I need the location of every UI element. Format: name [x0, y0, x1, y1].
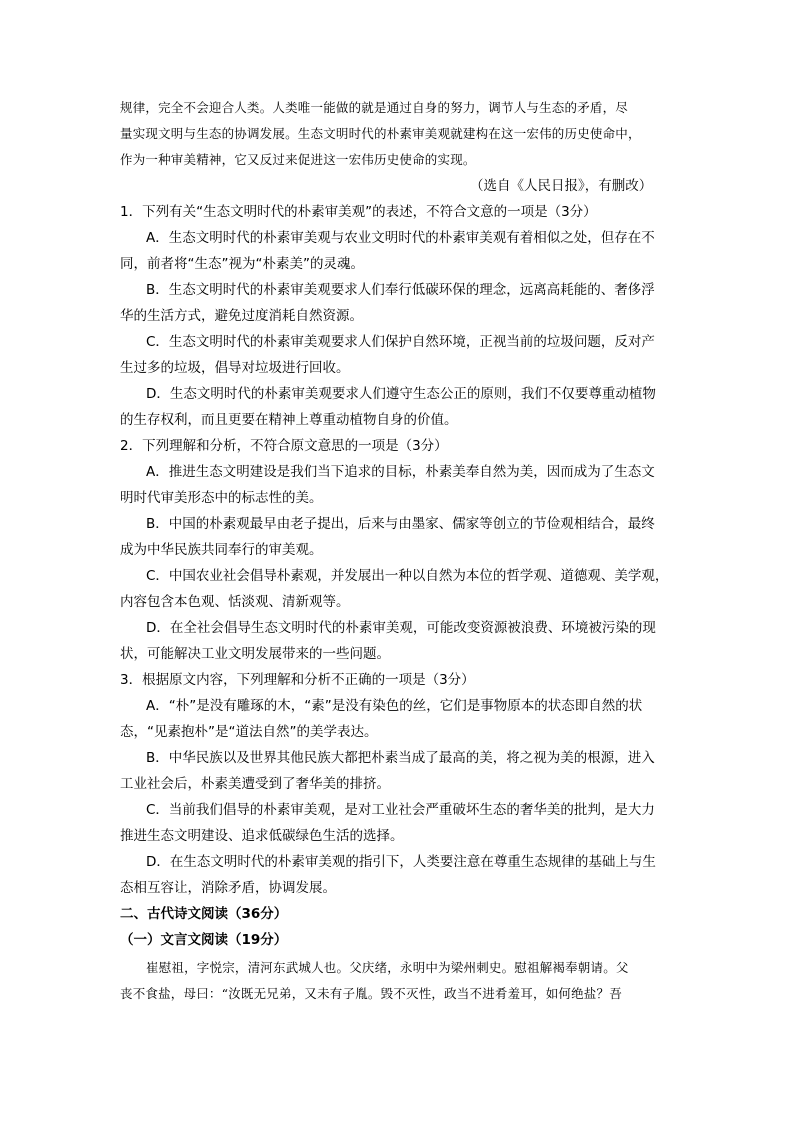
q1-option-c-line-1: C．生态文明时代的朴素审美观要求人们保护自然环境，正视当前的垃圾问题，反对产: [146, 334, 655, 350]
q3-option-a-line-2: 态，“见素抱朴”是“道法自然”的美学表达。: [120, 724, 378, 740]
question-1-stem: 1．下列有关“生态文明时代的朴素审美观”的表述，不符合文意的一项是（3分）: [120, 204, 597, 220]
q1-option-b-line-2: 华的生活方式，避免过度消耗自然资源。: [120, 308, 363, 324]
passage-line-2: 量实现文明与生态的协调发展。生态文明时代的朴素审美观就建构在这一宏伟的历史使命中，: [120, 126, 641, 141]
q3-option-c-line-2: 推进生态文明建设、追求低碳绿色生活的选择。: [120, 828, 404, 844]
source-citation: （选自《人民日报》，有删改）: [470, 178, 653, 194]
q1-option-a-line-2: 同，前者将“生态”视为“朴素美”的灵魂。: [120, 256, 364, 272]
q3-option-d-line-2: 态相互容让，消除矛盾，协调发展。: [120, 880, 336, 896]
q3-option-d-line-1: D．在生态文明时代的朴素审美观的指引下，人类要注意在尊重生态规律的基础上与生: [146, 854, 656, 870]
passage-line-1: 规律，完全不会迎合人类。人类唯一能做的就是通过自身的努力，调节人与生态的矛盾，尽: [120, 100, 629, 115]
section-2-subheading: （一）文言文阅读（19分）: [120, 932, 288, 948]
classical-text-line-2: 丧不食盐，母曰：“汝既无兄弟，又未有子胤。毁不灭性，政当不进肴羞耳，如何绝盐？吾: [120, 986, 622, 1001]
q2-option-b-line-2: 成为中华民族共同奉行的审美观。: [120, 542, 323, 558]
q2-option-a-line-1: A．推进生态文明建设是我们当下追求的目标，朴素美奉自然为美，因而成为了生态文: [146, 464, 655, 480]
q2-option-c-line-2: 内容包含本色观、恬淡观、清新观等。: [120, 594, 350, 610]
q1-option-b-line-1: B．生态文明时代的朴素审美观要求人们奉行低碳环保的理念，远离高耗能的、奢侈浮: [146, 282, 655, 298]
q3-option-c-line-1: C．当前我们倡导的朴素审美观，是对工业社会严重破坏生态的奢华美的批判，是大力: [146, 802, 655, 818]
classical-text-line-1: 崔慰祖，字悦宗，清河东武城人也。父庆绪，永明中为梁州刺史。慰祖解褐奉朝请。父: [146, 960, 629, 975]
question-3-stem: 3．根据原文内容，下列理解和分析不正确的一项是（3分）: [120, 672, 475, 688]
section-2-heading: 二、古代诗文阅读（36分）: [120, 906, 288, 922]
q2-option-d-line-1: D．在全社会倡导生态文明时代的朴素审美观，可能改变资源被浪费、环境被污染的现: [146, 620, 656, 636]
passage-line-3: 作为一种审美精神，它又反过来促进这一宏伟历史使命的实现。: [120, 152, 476, 167]
q2-option-b-line-1: B．中国的朴素观最早由老子提出，后来与由墨家、儒家等创立的节俭观相结合，最终: [146, 516, 655, 532]
q2-option-c-line-1: C．中国农业社会倡导朴素观，并发展出一种以自然为本位的哲学观、道德观、美学观，: [146, 568, 669, 584]
q1-option-d-line-1: D．生态文明时代的朴素审美观要求人们遵守生态公正的原则，我们不仅要尊重动植物: [146, 386, 656, 402]
q3-option-b-line-2: 工业社会后，朴素美遭受到了奢华美的排挤。: [120, 776, 390, 792]
q1-option-d-line-2: 的生存权利，而且更要在精神上尊重动植物自身的价值。: [120, 412, 458, 428]
q3-option-b-line-1: B．中华民族以及世界其他民族大都把朴素当成了最高的美，将之视为美的根源，进入: [146, 750, 655, 766]
q2-option-d-line-2: 状，可能解决工业文明发展带来的一些问题。: [120, 646, 390, 662]
q2-option-a-line-2: 明时代审美形态中的标志性的美。: [120, 490, 323, 506]
q1-option-a-line-1: A．生态文明时代的朴素审美观与农业文明时代的朴素审美观有着相似之处，但存在不: [146, 230, 655, 246]
q3-option-a-line-1: A．“朴”是没有雕琢的木，“素”是没有染色的丝，它们是事物原本的状态即自然的状: [146, 698, 643, 714]
question-2-stem: 2．下列理解和分析，不符合原文意思的一项是（3分）: [120, 438, 448, 454]
q1-option-c-line-2: 生过多的垃圾，倡导对垃圾进行回收。: [120, 360, 350, 376]
